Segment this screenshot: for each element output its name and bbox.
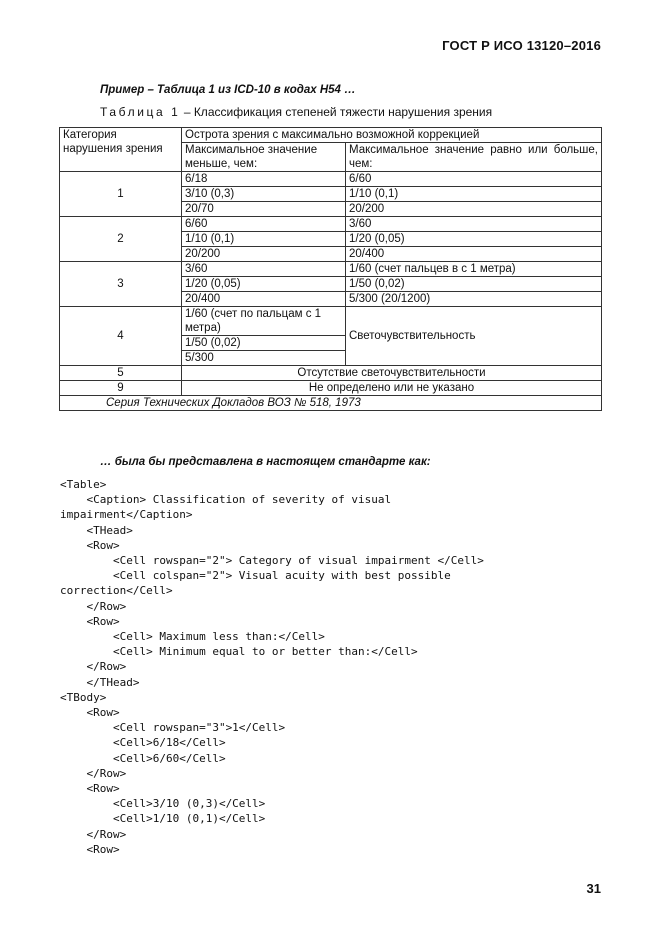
table-cell: 1/10 (0,1) [346, 187, 602, 202]
table-row [60, 217, 602, 232]
table-cell: 1/20 (0,05) [346, 232, 602, 247]
page-number: 31 [586, 881, 601, 896]
visual-impairment-table [59, 127, 602, 411]
table-cell: 5/300 (20/1200) [346, 292, 602, 307]
table-cell: 1/10 (0,1) [182, 232, 346, 247]
category-cell: 3 [60, 262, 182, 307]
table-caption-text: – Классификация степеней тяжести нарушения зрения [183, 105, 493, 119]
table-cell: 1/60 (счет пальцев в с 1 метра) [346, 262, 602, 277]
table-row [60, 366, 602, 381]
table-cell: Отсутствие светочувствительности [182, 366, 602, 381]
table-cell: 1/50 (0,02) [182, 336, 346, 351]
header-visual-acuity: Острота зрения с максимально возможной коррекцией [182, 128, 602, 143]
table-row [60, 172, 602, 187]
header-max-less: Максимальное значение меньше, чем: [182, 143, 346, 172]
table-row [60, 262, 602, 277]
table-caption [100, 105, 492, 119]
category-cell: 2 [60, 217, 182, 262]
table-cell: 6/60 [182, 217, 346, 232]
category-cell: 5 [60, 366, 182, 381]
table-cell: 20/400 [346, 247, 602, 262]
table-cell: 3/60 [182, 262, 346, 277]
table-caption-number: Таблица 1 [100, 105, 181, 119]
table-cell: 3/60 [346, 217, 602, 232]
table-cell: 20/200 [182, 247, 346, 262]
xml-code-listing: <Table> <Caption> Classification of severity of visual impairment</Caption> <THead> <Row> <Cell rowspan="2"> Category of visual impairment </Cell> <Cell colspan="2"> Visual acuity with best possible correction</Cell> </Row> <Row> <Cell> Maximum less than:</Cell> <Cell> Minimum equal to or better than:</Cell> </Row> </THead> <TBody> <Row> <Cell rowspan="3">1</Cell> <Cell>6/18</Cell> <Cell>6/60</Cell> </Row> <Row> <Cell>3/10 (0,3)</Cell> <Cell>1/10 (0,1)</Cell> </Row> <Row> [60, 478, 484, 856]
table-cell: 1/20 (0,05) [182, 277, 346, 292]
category-cell: 1 [60, 172, 182, 217]
table-cell: 20/400 [182, 292, 346, 307]
table-cell-light-perception: Светочувствительность [346, 307, 602, 366]
table-cell: 20/200 [346, 202, 602, 217]
table-cell: 3/10 (0,3) [182, 187, 346, 202]
table-cell: 1/50 (0,02) [346, 277, 602, 292]
category-cell: 4 [60, 307, 182, 366]
table-cell: 6/60 [346, 172, 602, 187]
table-cell: Не определено или не указано [182, 381, 602, 396]
table-source-row [60, 396, 602, 411]
table-cell: 1/60 (счет по пальцам с 1 метра) [182, 307, 346, 336]
header-category: Категория нарушения зрения [60, 128, 182, 172]
table-cell: 20/70 [182, 202, 346, 217]
header-max-equal: Максимальное значение равно или больше, чем: [346, 143, 602, 172]
table-cell: 5/300 [182, 351, 346, 366]
intro-text: … была бы представлена в настоящем стандарте как: [100, 456, 431, 468]
table-row [60, 381, 602, 396]
document-id-header: ГОСТ Р ИСО 13120–2016 [442, 38, 601, 53]
table-source: Серия Технических Докладов ВОЗ № 518, 1973 [60, 396, 602, 411]
example-title: Пример – Таблица 1 из ICD-10 в кодах H54 … [100, 84, 356, 96]
table-cell: 6/18 [182, 172, 346, 187]
table-row [60, 307, 602, 336]
category-cell: 9 [60, 381, 182, 396]
